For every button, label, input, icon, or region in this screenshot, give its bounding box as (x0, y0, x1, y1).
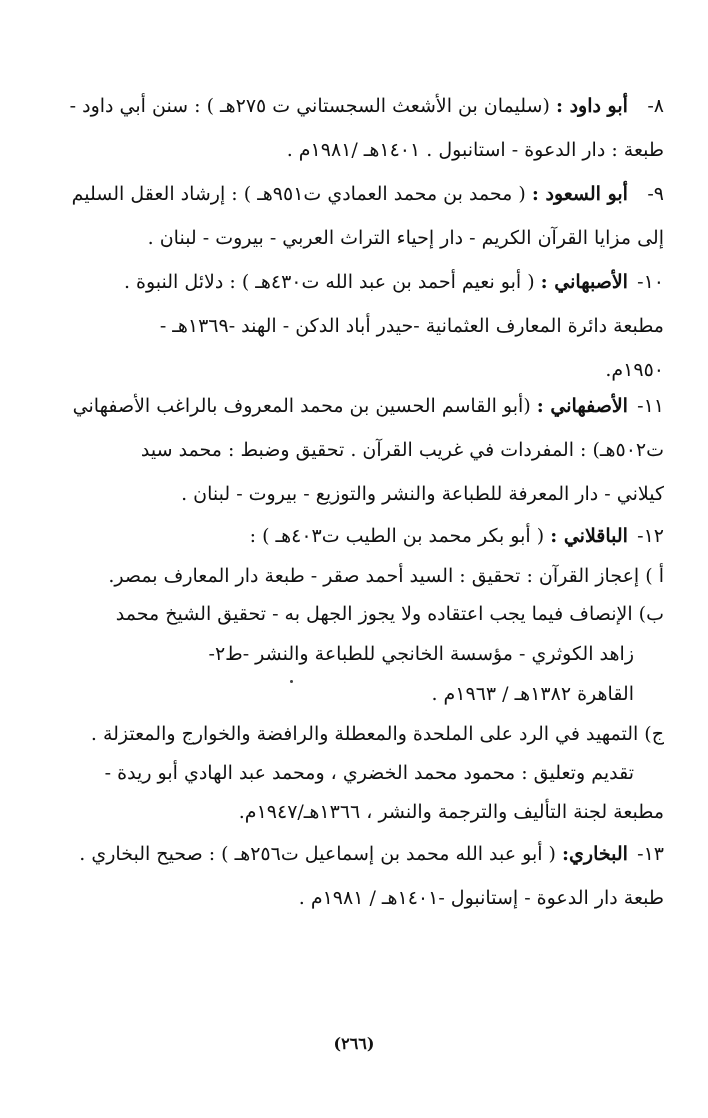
entry-number: ١٢- (637, 525, 664, 547)
entry-line (39, 832, 664, 876)
entry-line: كيلاني - دار المعرفة للطباعة والنشر والتوزيع - بيروت - لبنان . (181, 483, 664, 505)
entry-line: إلى مزايا القرآن الكريم - دار إحياء التراث العربي - بيروت - لبنان . (147, 227, 664, 249)
entry-text: ( أبو عبد الله محمد بن إسماعيل ت٢٥٦هـ ) : صحيح البخاري . (79, 843, 556, 865)
entry-line: ت٥٠٢هـ) : المفردات في غريب القرآن . تحقيق وضبط : محمد سيد (140, 439, 664, 461)
entry-line: مطبعة دائرة المعارف العثمانية -حيدر أباد الدكن - الهند -١٣٦٩هـ - (159, 315, 664, 337)
entry-text: ( محمد بن محمد العمادي ت٩٥١هـ ) : إرشاد العقل السليم (71, 183, 526, 205)
entry-number: ١٣- (637, 843, 664, 865)
entry-line (39, 260, 664, 304)
entry-line: طبعة : دار الدعوة - استانبول . ١٤٠١هـ /١٩٨١م . (286, 139, 664, 161)
bibliography-entry-10 (39, 260, 664, 392)
bibliography-entry-13 (39, 832, 664, 920)
entry-line: أ ) إعجاز القرآن : تحقيق : السيد أحمد صقر - طبعة دار المعارف بمصر. (108, 565, 664, 587)
entry-number: ٩- (647, 183, 664, 205)
bibliography-entry-12 (39, 514, 664, 832)
entry-text: ( أبو بكر محمد بن الطيب ت٤٠٣هـ ) : (249, 525, 545, 547)
entry-line (39, 84, 664, 128)
entry-text: (أبو القاسم الحسين بن محمد المعروف بالراغب الأصفهاني (72, 395, 531, 417)
entry-line: زاهد الكوثري - مؤسسة الخانجي للطباعة والنشر -ط٢- (208, 643, 634, 665)
entry-line: تقديم وتعليق : محمود محمد الخضري ، ومحمد عبد الهادي أبو ريدة - (104, 762, 634, 784)
author-name: الباقلاني : (550, 525, 628, 547)
scan-speck (290, 680, 293, 683)
author-name: الأصبهاني : (540, 271, 628, 293)
bibliography-entry-9 (39, 172, 664, 260)
page-number: (٢٦٦) (333, 1034, 375, 1053)
bibliography-entry-11 (39, 384, 664, 516)
entry-line: القاهرة ١٣٨٢هـ / ١٩٦٣م . (431, 683, 634, 705)
entry-line: طبعة دار الدعوة - إستانبول -١٤٠١هـ / ١٩٨١م . (298, 887, 664, 909)
entry-text: ( أبو نعيم أحمد بن عبد الله ت٤٣٠هـ ) : دلائل النبوة . (123, 271, 535, 293)
author-name: البخاري: (562, 843, 628, 865)
entry-line (39, 384, 664, 428)
entry-line: ج) التمهيد في الرد على الملحدة والمعطلة والرافضة والخوارج والمعتزلة . (90, 723, 664, 745)
bibliography-entry-8 (39, 84, 664, 172)
author-name: أبو داود : (555, 95, 628, 117)
author-name: أبو السعود : (531, 183, 628, 205)
entry-text: (سليمان بن الأشعث السجستاني ت ٢٧٥هـ ) : سنن أبي داود - (69, 95, 550, 117)
entry-number: ٨- (647, 95, 664, 117)
entry-line: مطبعة لجنة التأليف والترجمة والنشر ، ١٣٦٦هـ/١٩٤٧م. (238, 801, 664, 823)
entry-line (39, 514, 664, 558)
entry-number: ١١- (637, 395, 664, 417)
entry-line: ١٩٥٠م. (605, 359, 664, 381)
entry-line: ب) الإنصاف فيما يجب اعتقاده ولا يجوز الجهل به - تحقيق الشيخ محمد (115, 603, 664, 625)
author-name: الأصفهاني : (536, 395, 628, 417)
entry-line (39, 172, 664, 216)
entry-number: ١٠- (637, 271, 664, 293)
